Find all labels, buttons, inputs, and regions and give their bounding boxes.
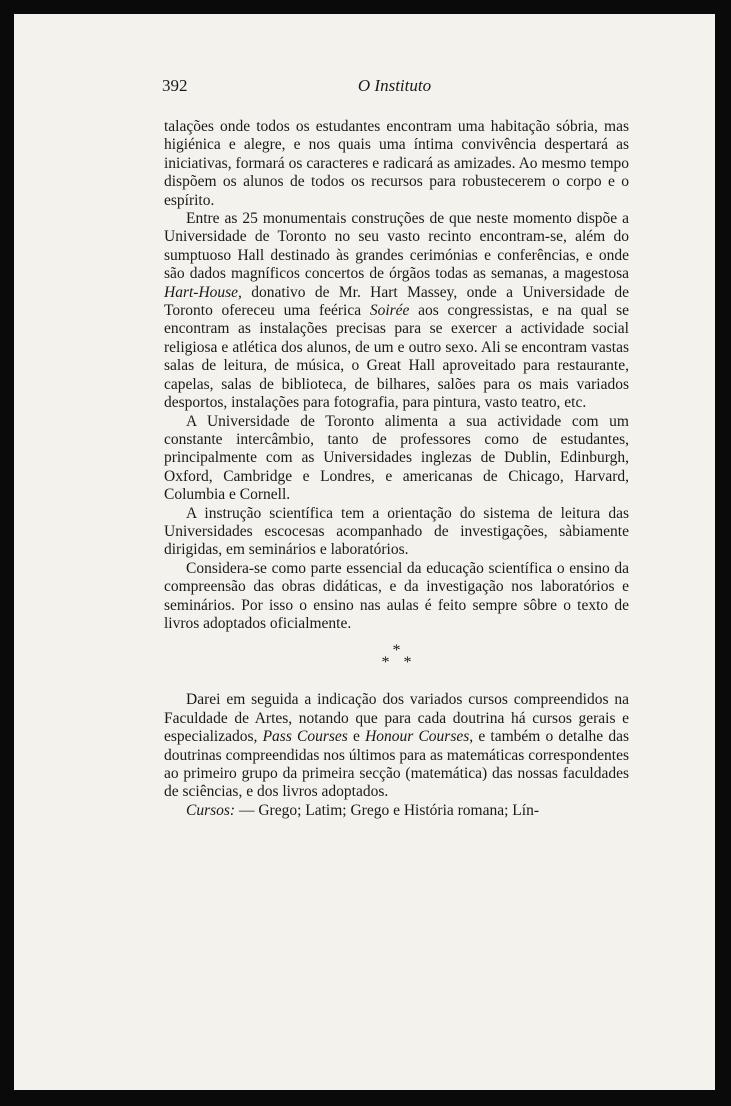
- paragraph-2: Entre as 25 monumentais construções de que neste momento dispõe a Universidade de Toronto no seu vasto recinto encontram-se, além do sumptuoso Hall destinado às grandes cerimónias e conferências, e onde são dados magníficos concertos de órgãos todas as semanas, a magestosa Hart-House, donativo de Mr. Hart Massey, onde a Universidade de Toronto ofereceu uma feérica Soirée aos congressistas, e na qual se encontram as instalações precisas para se exercer a actividade social religiosa e atlética dos alunos, de um e outro sexo. Ali se encontram vastas salas de leitura, de música, o Great Hall aproveitado para restaurante, capelas, salas de biblioteca, de bilhares, salões para os mais variados desportos, instalações para fotografia, para pintura, vasto teatro, etc.: [164, 210, 630, 412]
- paragraph-6: Darei em seguida a indicação dos variados cursos compreendidos na Faculdade de Artes, notando que para cada doutrina há cursos gerais e especializados, Pass Courses e Honour Courses, e também o detalhe das doutrinas compreendidas nos últimos para as matemáticas correspondentes ao primeiro grupo da primeira secção (matemática) das nossas faculdades de sciências, e dos livros adoptados.: [164, 691, 629, 801]
- asterisk-top: *: [392, 642, 401, 660]
- body-text: [164, 118, 629, 820]
- hart-house-term: Hart-House,: [164, 283, 242, 301]
- asterisk-bottom: **: [381, 654, 426, 672]
- section-divider-asterisks: [164, 642, 629, 672]
- paragraph-5: Considera-se como parte essencial da educação scientífica o ensino da compreensão das obras didáticas, e da investigação nos laboratórios e seminários. Por isso o ensino nas aulas é feito sempre sôbre o texto de livros adoptados oficialmente.: [164, 559, 629, 632]
- pass-courses-term: Pass Courses: [262, 728, 348, 746]
- running-title: O Instituto: [357, 76, 432, 95]
- page-number: 392: [162, 76, 188, 95]
- paragraph-3: A Universidade de Toronto alimenta a sua actividade com um constante intercâmbio, tanto de professores como de estudantes, principalmente com as Universidades inglezas de Dublin, Edinburgh, Oxford, Cambridge e Londres, e americanas de Chicago, Harvard, Columbia e Cornell.: [164, 412, 629, 504]
- cursos-label: Cursos:: [186, 801, 236, 819]
- paragraph-1: talações onde todos os estudantes encontram uma habitação sóbria, mas higiénica e alegre, e nos quais uma íntima convivência despertará as iniciativas, formará os caracteres e radicará as amizades. Ao mesmo tempo dispõem os alunos de todos os recursos para robustecerem o corpo e o espírito.: [164, 118, 629, 209]
- paragraph-7: Cursos: — Grego; Latim; Grego e História romana; Lín-: [186, 801, 539, 819]
- soiree-term: Soirée: [369, 302, 410, 320]
- document-page: [14, 14, 715, 1090]
- honour-courses-term: Honour Courses,: [365, 728, 474, 746]
- paragraph-4: A instrução scientífica tem a orientação do sistema de leitura das Universidades escocesas acompanhado de investigações, sàbiamente dirigidas, em seminários e laboratórios.: [164, 504, 629, 559]
